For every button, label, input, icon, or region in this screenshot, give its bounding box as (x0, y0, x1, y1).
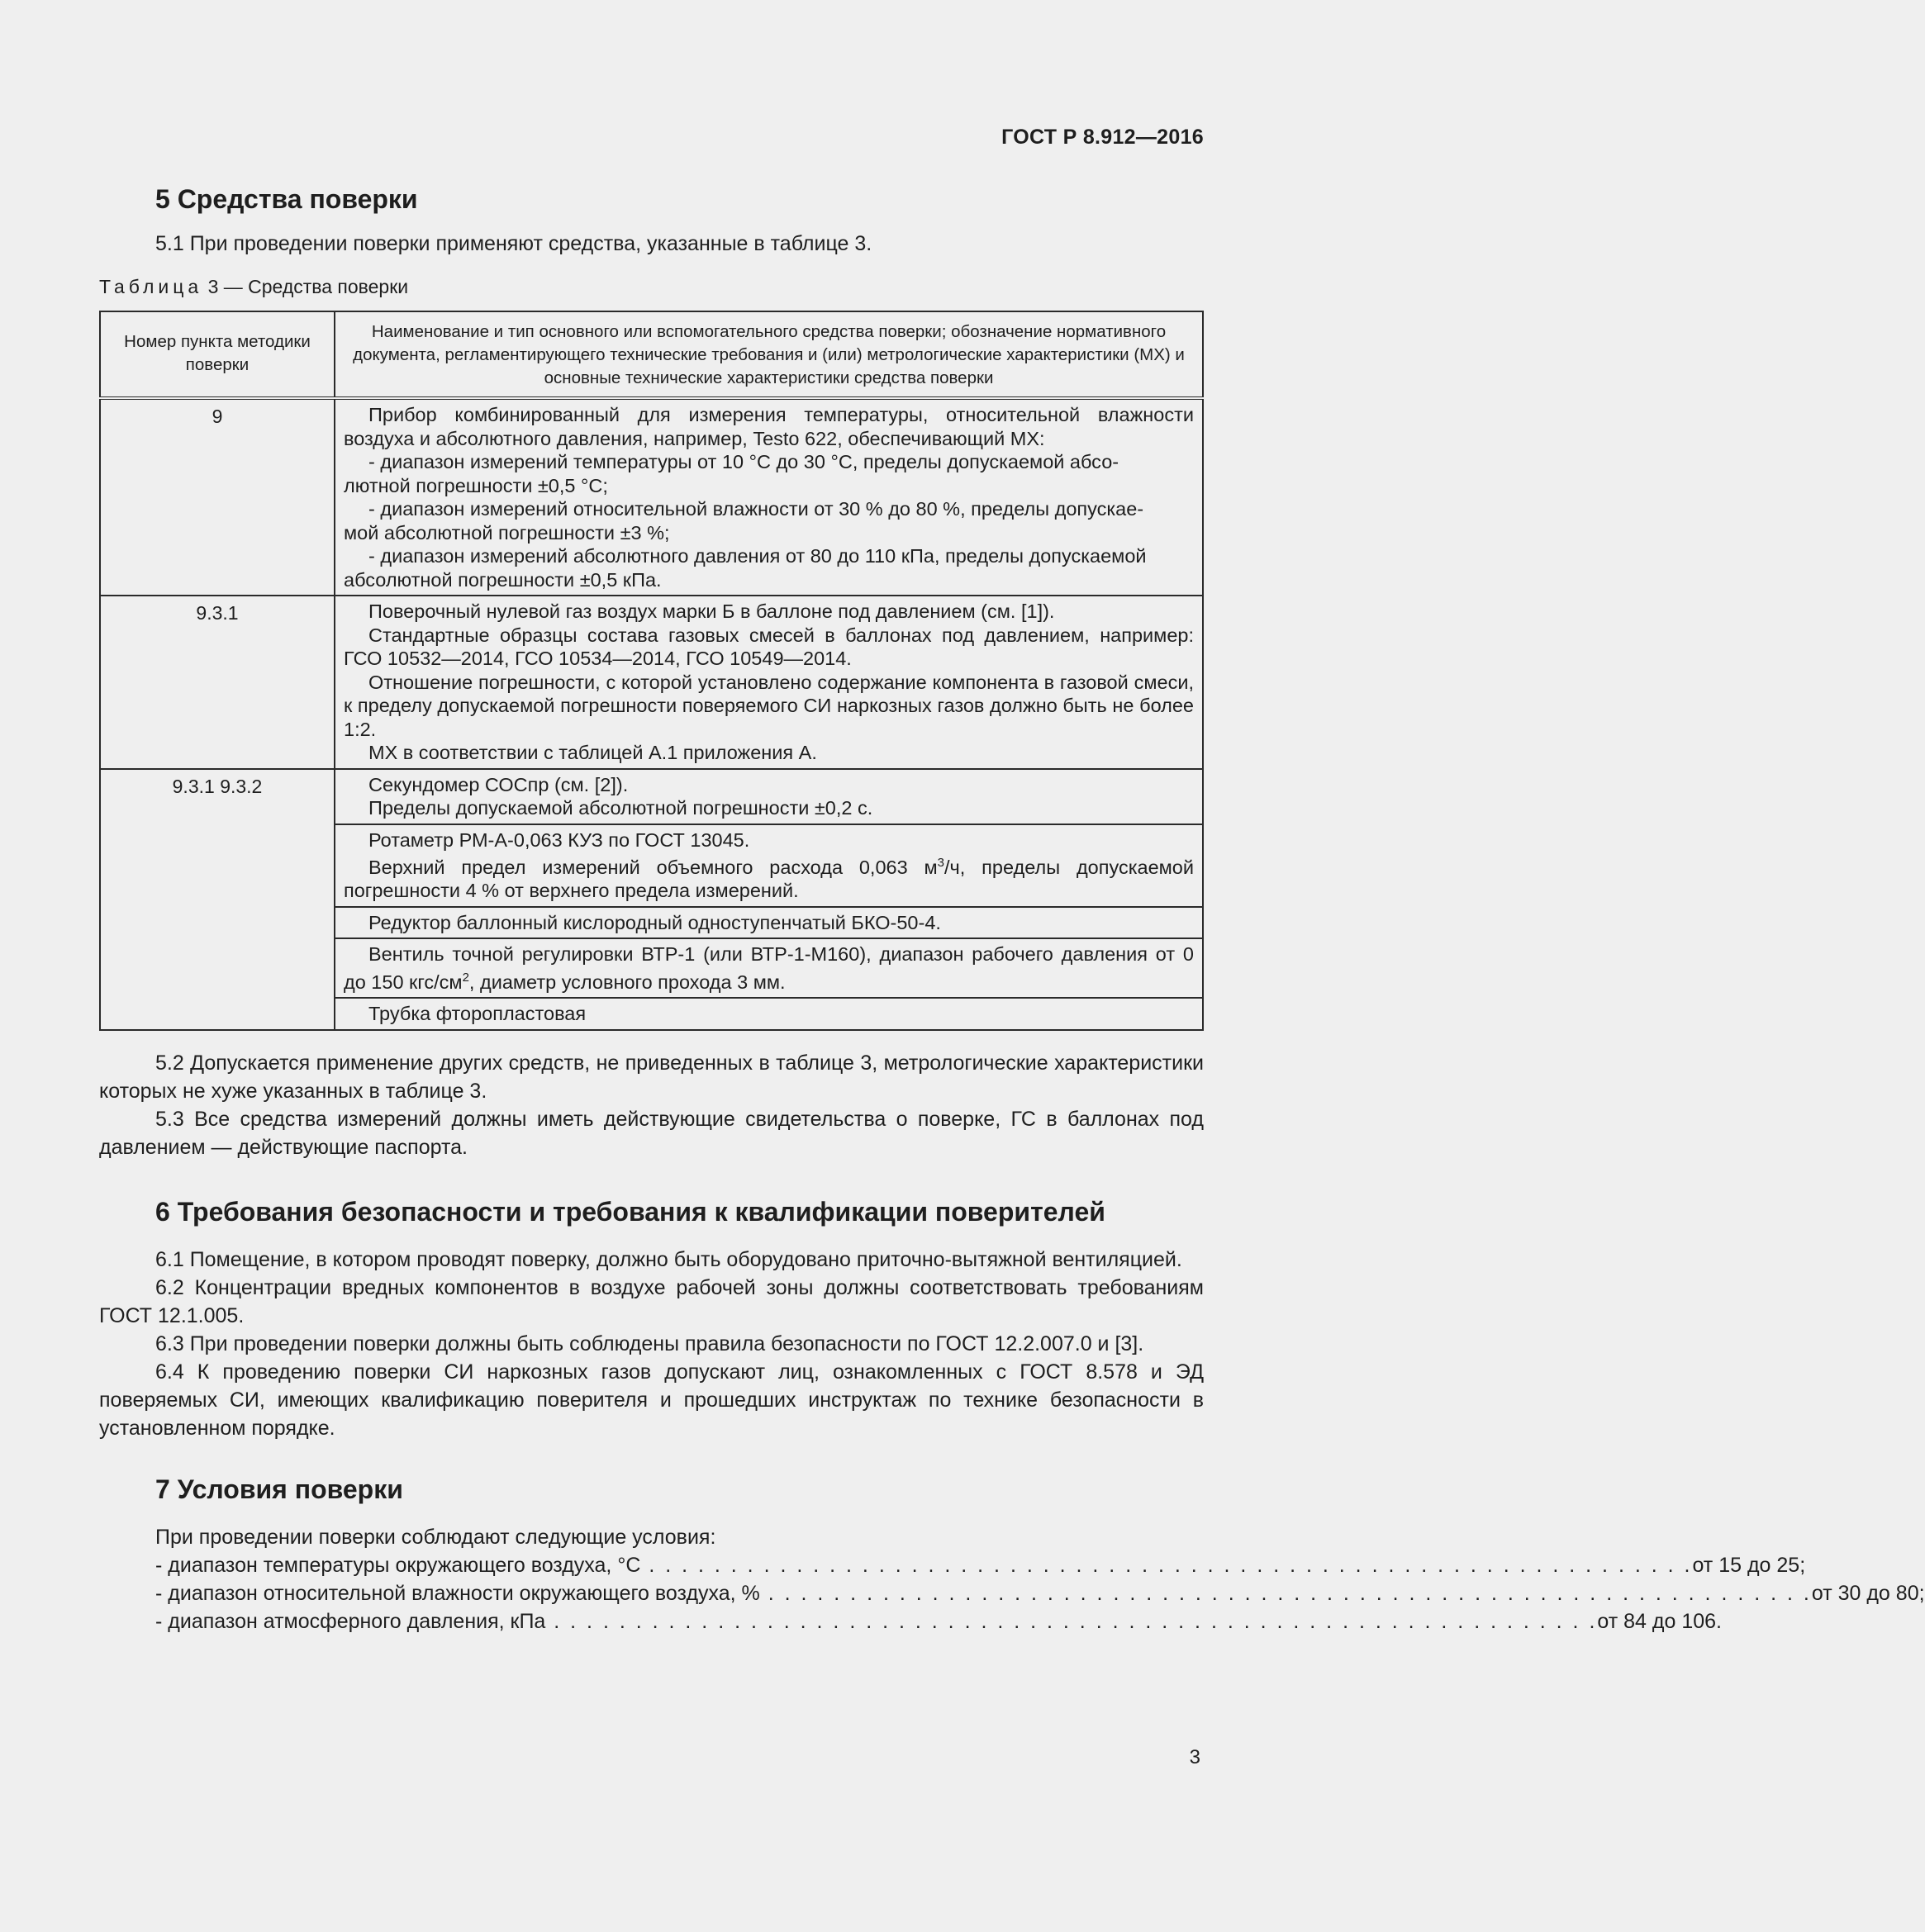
section-7-title: 7 Условия поверки (155, 1474, 403, 1504)
paragraph-6-4: 6.4 К проведению поверки СИ наркозных газов допускают лиц, ознакомленных с ГОСТ 8.578 и ЭД поверяемых СИ, имеющих квалификацию поверителя и прошедших инструктаж по технике безопасности в установленном порядке. (99, 1360, 1204, 1440)
conditions-list (99, 1551, 1925, 1635)
row3b-p2-post: /ч, пределы допускаемой погрешности 4 % от верхнего предела измерений. (344, 856, 1194, 902)
table-row (100, 769, 1203, 824)
row3b-description (335, 824, 1203, 907)
row3d-sup: 2 (462, 970, 469, 985)
row2-p1: Поверочный нулевой газ воздух марки Б в баллоне под давлением (см. [1]). (368, 600, 1055, 622)
table-row (100, 596, 1203, 769)
row1-item1: - диапазон измерений температуры от 10 °С до 30 °С, пределы допускаемой абсо- (368, 451, 1119, 472)
page-content (99, 182, 1925, 1635)
table-caption-word: Таблица (99, 276, 203, 297)
row1-item2: - диапазон измерений относительной влажности от 30 % до 80 %, пределы допускае- (368, 498, 1144, 520)
row1-item2-cont: мой абсолютной погрешности ±3 %; (344, 521, 670, 544)
table-caption-rest: 3 — Средства поверки (202, 276, 409, 297)
leader-dots: . . . . . . . . . . . . . . . . . . . . . . . . . . . . . . . . . . . . . . . . . . . . . . . . . . . . . . . . . . . . . . . . (759, 1581, 1812, 1605)
table-header-row (100, 311, 1203, 398)
row2-description (335, 596, 1203, 769)
condition-label: - диапазон атмосферного давления, кПа (155, 1609, 546, 1633)
leader-dots: . . . . . . . . . . . . . . . . . . . . . . . . . . . . . . . . . . . . . . . . . . . . . . . . . . . . . . . . . . . . . . . . (545, 1609, 1598, 1633)
page-number: 3 (1189, 1746, 1200, 1768)
row3a-p2: Пределы допускаемой абсолютной погрешности ±0,2 с. (368, 797, 873, 819)
row3d-description (335, 938, 1203, 998)
row1-description (335, 398, 1203, 596)
row3c-p1: Редуктор баллонный кислородный одноступенчатый БКО-50-4. (368, 911, 941, 933)
row1-intro: Прибор комбинированный для измерения температуры, относительной влажности воздуха и абсолютного давления, например, Testo 622, обеспечивающий МХ: (344, 404, 1194, 449)
paragraph-6-3: 6.3 При проведении поверки должны быть соблюдены правила безопасности по ГОСТ 12.2.007.0 и [3]. (155, 1332, 1144, 1355)
row3-number-1: 9.3.1 (172, 775, 215, 797)
row3e-description (335, 998, 1203, 1030)
row1-item3-cont: абсолютной погрешности ±0,5 кПа. (344, 568, 662, 591)
row3a-description (335, 769, 1203, 824)
section-6-title: 6 Требования безопасности и требования к квалификации поверителей (155, 1196, 1105, 1227)
condition-label: - диапазон температуры окружающего воздуха, °С (155, 1553, 641, 1577)
row3b-p2-pre: Верхний предел измерений объемного расхода 0,063 м (368, 856, 938, 878)
verification-tools-table (99, 311, 1204, 1031)
table-caption (99, 274, 1204, 299)
row3e-p1: Трубка фторопластовая (368, 1003, 587, 1025)
condition-value: от 30 до 80; (1811, 1581, 1925, 1605)
document-code: ГОСТ Р 8.912—2016 (1001, 126, 1204, 149)
row3b-p1: Ротаметр РМ-А-0,063 КУЗ по ГОСТ 13045. (368, 828, 750, 851)
row3b-p2-sup: 3 (937, 856, 945, 870)
paragraph-6-1: 6.1 Помещение, в котором проводят поверку, должно быть оборудовано приточно-вытяжной вентиляцией. (155, 1247, 1182, 1271)
row1-item1-cont: лютной погрешности ±0,5 °С; (344, 474, 608, 496)
paragraph-6-2: 6.2 Концентрации вредных компонентов в воздухе рабочей зоны должны соответствовать требованиям ГОСТ 12.1.005. (99, 1275, 1204, 1327)
paragraph-7-intro: При проведении поверки соблюдают следующие условия: (155, 1525, 716, 1549)
condition-item (99, 1551, 1806, 1579)
paragraph-5-2: 5.2 Допускается применение других средств, не приведенных в таблице 3, метрологические характеристики которых не хуже указанных в таблице 3. (99, 1051, 1204, 1103)
row2-number: 9.3.1 (100, 596, 335, 769)
row3-numbers (100, 769, 335, 1030)
paragraph-5-1: 5.1 При проведении поверки применяют средства, указанные в таблице 3. (155, 232, 872, 255)
row3d-pre: Вентиль точной регулировки ВТР-1 (или ВТР-1-М160), диапазон рабочего давления от 0 до 150 кгс/см (344, 943, 1194, 993)
row3d-p1 (344, 942, 1194, 994)
row3b-p2 (344, 852, 1194, 903)
row3-number-2: 9.3.2 (220, 775, 263, 797)
leader-dots: . . . . . . . . . . . . . . . . . . . . . . . . . . . . . . . . . . . . . . . . . . . . . . . . . . . . . . . . . . . . . . . . (640, 1553, 1693, 1577)
row2-p3: Отношение погрешности, с которой установлено содержание компонента в газовой смеси, к пределу допускаемой погрешности поверяемого СИ наркозных газов должно быть не более 1:2. (344, 671, 1194, 740)
row3c-description (335, 907, 1203, 939)
condition-label: - диапазон относительной влажности окружающего воздуха, % (155, 1581, 760, 1605)
condition-item (99, 1607, 1722, 1635)
row2-p4: МХ в соответствии с таблицей А.1 приложения А. (368, 742, 817, 763)
table-row (100, 398, 1203, 596)
row3d-post: , диаметр условного прохода 3 мм. (468, 971, 786, 993)
condition-item (99, 1579, 1925, 1607)
col-header-item-number: Номер пункта методики поверки (100, 311, 335, 398)
row1-item3: - диапазон измерений абсолютного давления от 80 до 110 кПа, пределы допускаемой (368, 545, 1147, 567)
row3a-p1: Секундомер СОСпр (см. [2]). (368, 773, 629, 795)
paragraph-5-3: 5.3 Все средства измерений должны иметь действующие свидетельства о поверке, ГС в баллонах под давлением — действующие паспорта. (99, 1107, 1204, 1159)
row2-p2: Стандартные образцы состава газовых смесей в баллонах под давлением, например: ГСО 10532—2014, ГСО 10534—2014, ГСО 10549—2014. (344, 624, 1194, 669)
row1-number: 9 (100, 398, 335, 596)
condition-value: от 84 до 106. (1597, 1609, 1722, 1633)
section-5-title: 5 Средства поверки (155, 184, 418, 214)
condition-value: от 15 до 25; (1692, 1553, 1806, 1577)
col-header-tool-description: Наименование и тип основного или вспомогательного средства поверки; обозначение нормативного документа, регламентирующего технические требования и (или) метрологические характеристики (МХ) и основные технические характеристики средства поверки (335, 311, 1203, 398)
